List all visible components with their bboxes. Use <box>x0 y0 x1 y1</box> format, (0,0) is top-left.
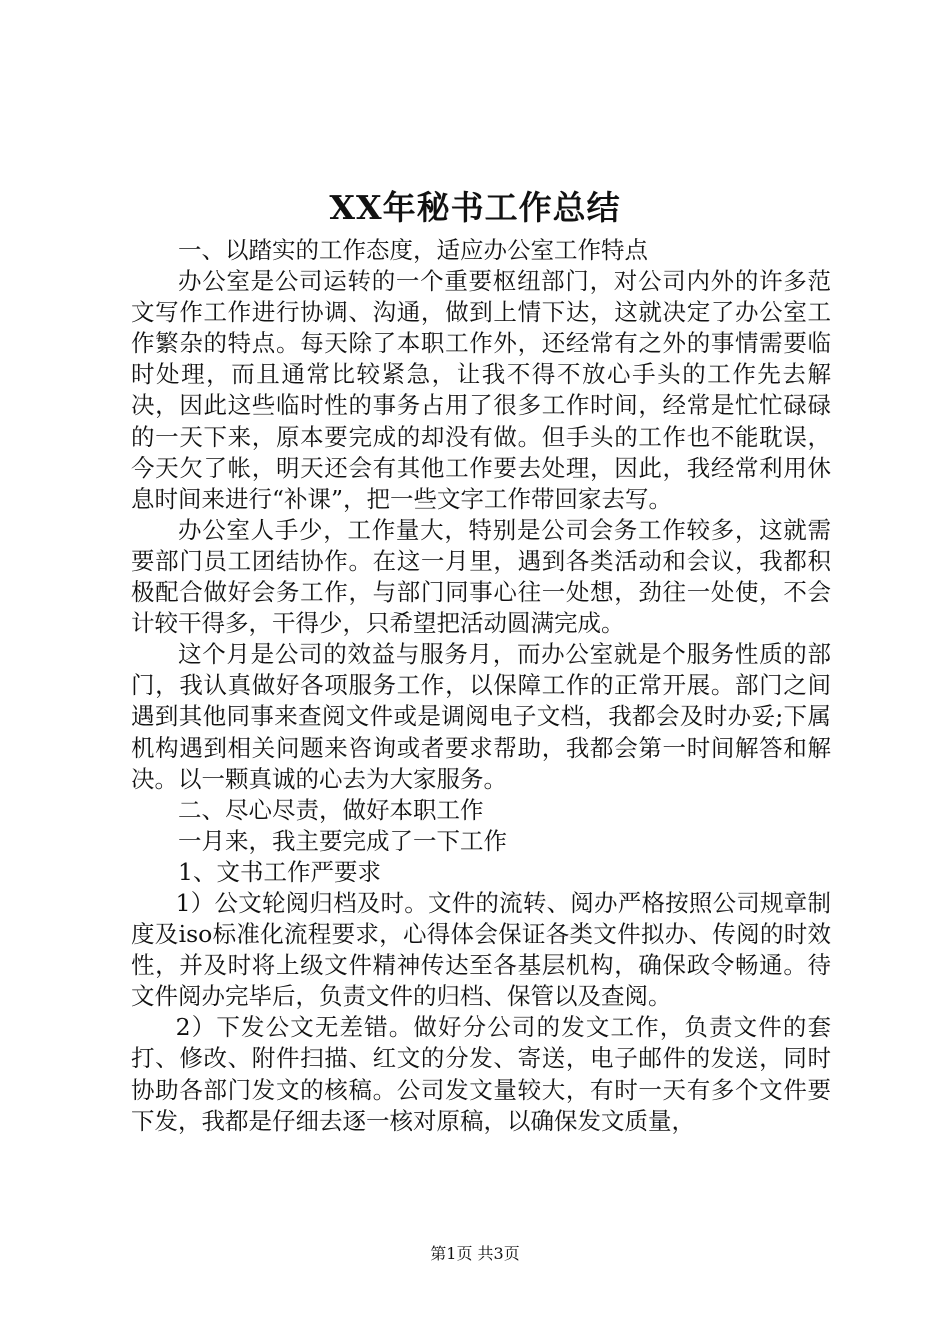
section-heading-1: 一、以踏实的工作态度，适应办公室工作特点 <box>178 236 648 264</box>
paragraph: 一月来，我主要完成了一下工作 <box>178 826 507 855</box>
document-body <box>131 235 831 1137</box>
paragraph: 办公室是公司运转的一个重要枢纽部门，对公司内外的许多范文写作工作进行协调、沟通，做到上情下达，这就决定了办公室工作繁杂的特点。每天除了本职工作外，还经常有之外的事情需要临时处理，而且通常比较紧急，让我不得不放心手头的工作先去解决，因此这些临时性的事务占用了很多工作时间，经常是忙忙碌碌的一天下来，原本要完成的却没有做。但手头的工作也不能耽误，今天欠了帐，明天还会有其他工作要去处理，因此，我经常利用休息时间来进行“补课”，把一些文字工作带回家去写。 <box>131 267 831 513</box>
list-item: 2）下发公文无差错。做好分公司的发文工作，负责文件的套打、修改、附件扫描、红文的分发、寄送，电子邮件的发送，同时协助各部门发文的核稿。公司发文量较大，有时一天有多个文件要下发，我都是仔细去逐一核对原稿，以确保发文质量， <box>131 1013 831 1135</box>
page-footer: 第1页 共3页 <box>430 1244 520 1263</box>
document-title: XX年秘书工作总结 <box>329 188 621 227</box>
section-heading-2: 二、尽心尽责，做好本职工作 <box>178 795 484 824</box>
list-item: 1）公文轮阅归档及时。文件的流转、阅办严格按照公司规章制度及iso标准化流程要求，心得体会保证各类文件拟办、传阅的时效性，并及时将上级文件精神传达至各基层机构，确保政令畅通。待文件阅办完毕后，负责文件的归档、保管以及查阅。 <box>131 888 831 1011</box>
paragraph: 这个月是公司的效益与服务月，而办公室就是个服务性质的部门，我认真做好各项服务工作，以保障工作的正常开展。部门之间遇到其他同事来查阅文件或是调阅电子文档，我都会及时办妥;下属机构遇到相关问题来咨询或者要求帮助，我都会第一时间解答和解决。以一颗真诚的心去为大家服务。 <box>131 640 831 793</box>
subsection-heading: 1、文书工作严要求 <box>178 857 381 886</box>
paragraph: 办公室人手少，工作量大，特别是公司会务工作较多，这就需要部门员工团结协作。在这一月里，遇到各类活动和会议，我都积极配合做好会务工作，与部门同事心往一处想，劲往一处使，不会计较干得多，干得少，只希望把活动圆满完成。 <box>131 515 831 638</box>
